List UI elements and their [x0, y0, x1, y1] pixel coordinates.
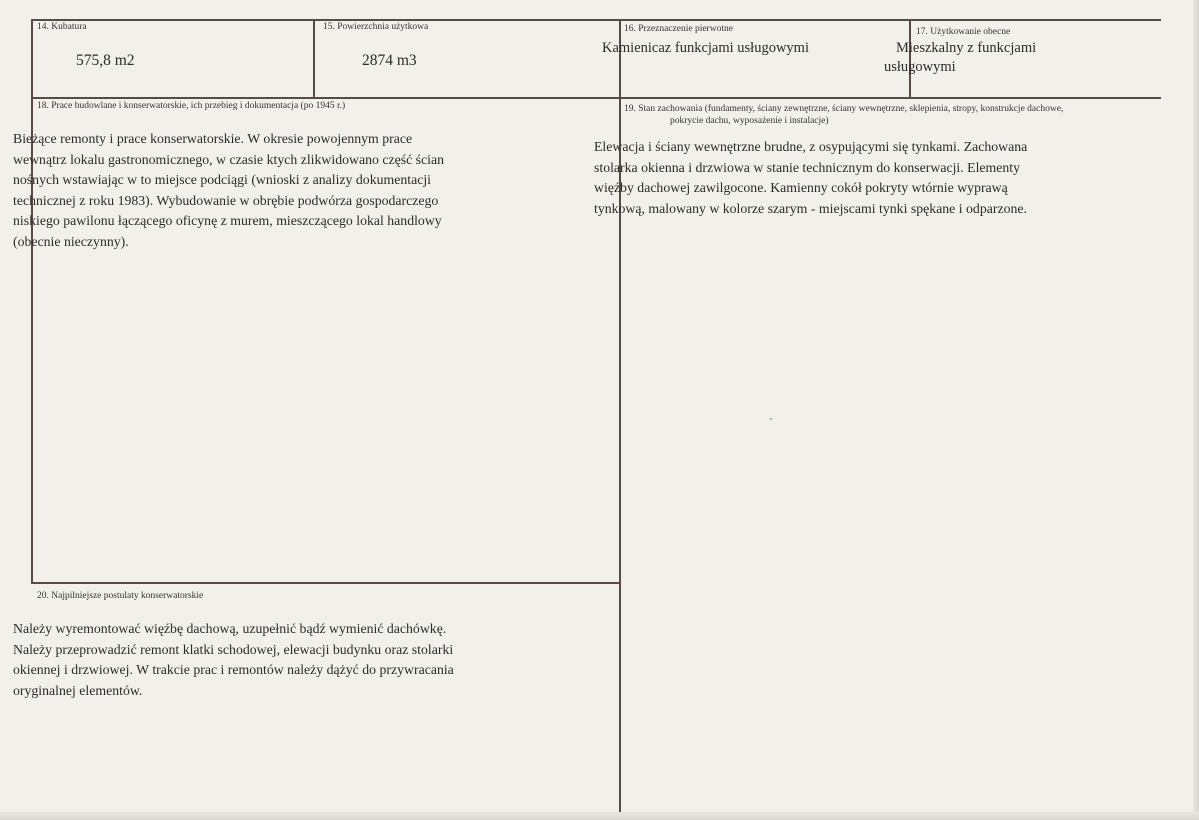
field-19-line: stolarka okienna i drzwiowa w stanie technicznym do konserwacji. Elementy — [594, 159, 1021, 175]
left-border — [31, 19, 33, 582]
field-18-text — [13, 129, 613, 252]
field-15-value: 2874 m3 — [362, 52, 417, 69]
field-20-line: Należy wyremontować więźbę dachową, uzupełnić bądź wymienić dachówkę. — [13, 621, 447, 636]
field-18-line: niskiego pawilonu łączącego oficynę z murem, mieszczącego lokal handlowy — [13, 213, 442, 228]
field-18-line: wewnątrz lokalu gastronomicznego, w czasie ktych zlikwidowano część ścian — [13, 151, 444, 167]
paper-edge-bottom — [0, 812, 1199, 820]
field-15-label: 15. Powierzchnia użytkowa — [323, 22, 429, 32]
divider-14-15 — [313, 19, 315, 98]
field-16-label: 16. Przeznaczenie pierwotne — [624, 24, 733, 34]
paper-speck — [770, 418, 772, 420]
field-18-label: 18. Prace budowlane i konserwatorskie, ich przebieg i dokumentacja (po 1945 r.) — [37, 101, 346, 111]
header-bottom-rule — [31, 97, 1161, 99]
field-20-line: Należy przeprowadzić remont klatki schodowej, elewacji budynku oraz stolarki — [13, 641, 454, 657]
field-18-line: Bieżące remonty i prace konserwatorskie. W okresie powojennym prace — [13, 131, 413, 146]
field-20-label: 20. Najpilniejsze postulaty konserwatorskie — [37, 591, 204, 601]
field-17-label: 17. Użytkowanie obecne — [916, 27, 1011, 37]
field-19-line: więźby dachowej zawilgocone. Kamienny cokół pokryty wtórnie wyprawą — [594, 180, 1008, 195]
field-20-line: okiennej i drzwiowej. W trakcie prac i remontów należy dążyć do przywracania — [13, 662, 454, 677]
field-20-line: oryginalnej elementów. — [13, 682, 143, 698]
field-14-value: 575,8 m2 — [76, 52, 135, 69]
field-14-label: 14. Kubatura — [37, 22, 87, 32]
paper-edge-right — [1193, 0, 1199, 820]
field-16-value: Kamienicaz funkcjami usługowymi — [602, 40, 809, 56]
section-20-rule — [31, 582, 620, 584]
field-19-text — [594, 137, 1154, 219]
field-19-line: tynkową, malowany w kolorze szarym - miejscami tynki spękane i odparzone. — [594, 200, 1027, 216]
field-19-label-line1: 19. Stan zachowania (fundamenty, ściany zewnętrzne, ściany wewnętrzne, sklepienia, stropy, konstrukcje dachowe, — [624, 104, 1064, 114]
field-18-line: (obecnie nieczynny). — [13, 233, 129, 249]
field-20-text — [13, 619, 613, 701]
field-17-value-line2: usługowymi — [884, 59, 956, 75]
field-19-label-line2: pokrycie dachu, wyposażenie i instalacje) — [670, 116, 829, 126]
field-17-value-line1: Mieszkalny z funkcjami — [896, 40, 1037, 56]
top-rule — [31, 19, 1161, 21]
field-19-line: Elewacja i ściany wewnętrzne brudne, z osypującymi się tynkami. Zachowana — [594, 139, 1028, 154]
field-18-line: nośnych wstawiając w to miejsce podciągi (wnioski z analizy dokumentacji — [13, 172, 432, 187]
field-18-line: technicznej z roku 1983). Wybudowanie w obrębie podwórza gospodarczego — [13, 192, 439, 208]
